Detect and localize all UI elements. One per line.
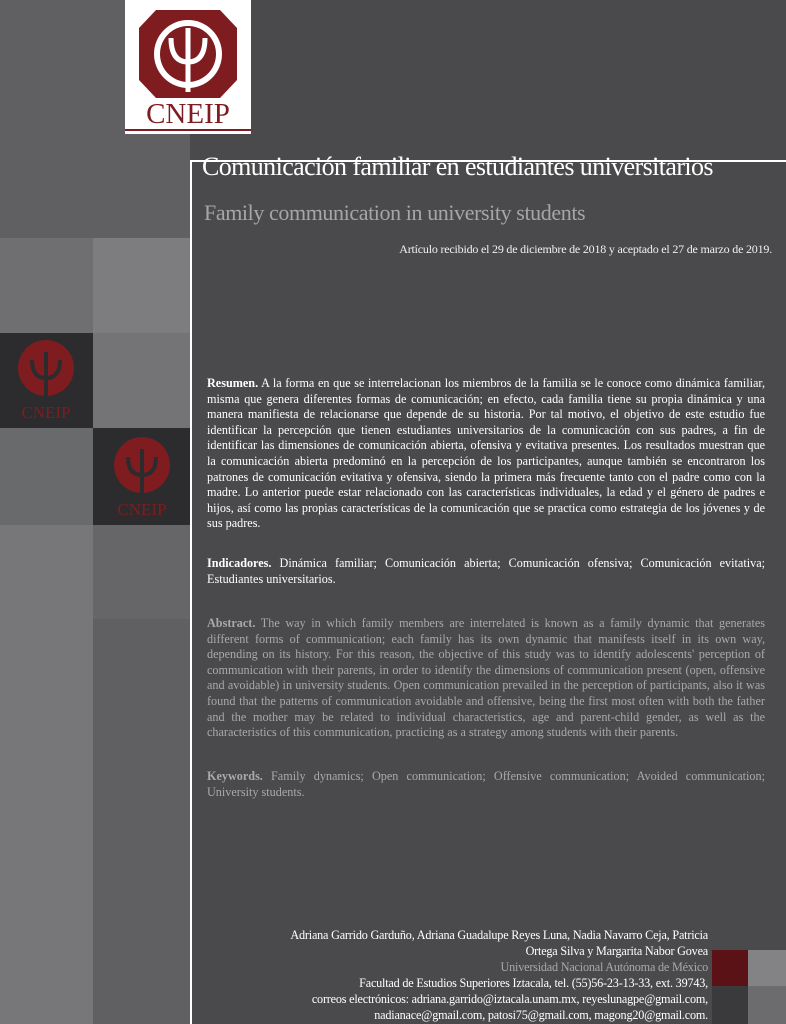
abstract-text: The way in which family members are interrelated is known as a family dynamic that generates different forms of communication; each family has its own dynamic that manifests itself in its own way, depending on its history. For this reason, the objective of this study was to identify adolescents' perception of communication with their parents, in order to identify the dimensions of communication present (open, offensive and avoidable) in university students. Open communication prevailed in the perception of participants, also it was found that the patterns of communication avoidable and offensive, being the first most often with both the father and the mother may be related to individual characteristics, age and parent-child gender, as well as the characteristics of this communication, practicing as a strategy among students with their parents.: [207, 616, 765, 740]
indicadores-section: [207, 556, 765, 587]
resumen-text: A la forma en que se interrelacionan los miembros de la familia se le conoce como dinámica familiar, misma que genera diferentes formas de comunicación; en efecto, cada familia tiene su propia dinámica y una manera manifiesta de relacionarse que depende de su historia. Por tal motivo, el objetivo de este estudio fue identificar la percepción que tienen estudiantes universitarios de la comunicación con sus padres, a fin de identificar las dimensiones de comunicación abierta, ofensiva y evitativa presentes. Los resultados muestran que la comunicación abierta predominó en la percepción de los participantes, aunque también se encontraron los patrones de comunicación evitativa y ofensiva, siendo la primera más frecuente tanto con el padre como con la madre. Lo anterior puede estar relacionado con las características individuales, la edad y el género de padres e hijos, así como las propias características de la comunicación que se practica como estrategia de los jóvenes y de sus padres.: [207, 376, 766, 531]
decor-tile: [93, 619, 190, 1024]
resumen-section: [207, 376, 765, 532]
frame-line-vertical: [190, 160, 192, 1024]
logo-text: CNEIP: [146, 98, 230, 130]
author-emails: correos electrónicos: adriana.garrido@iztacala.unam.mx, reyeslunagpe@gmail.com,: [311, 992, 708, 1006]
cneip-logo: [125, 0, 251, 134]
decor-tile: [712, 986, 748, 1024]
decor-tile: [0, 428, 93, 525]
decor-tile: [748, 950, 786, 986]
faculty-contact: Facultad de Estudios Superiores Iztacala, tel. (55)56-23-13-33, ext. 39743,: [359, 976, 708, 990]
article-subtitle: Family communication in university students: [204, 200, 586, 225]
decor-tile: [748, 986, 786, 1024]
cneip-logo-watermark: [4, 338, 88, 424]
decor-tile: [712, 950, 748, 986]
decor-tile: [93, 333, 190, 428]
decor-tile: [0, 525, 93, 1024]
university-name: Universidad Nacional Autónoma de México: [500, 960, 708, 974]
abstract-heading: Abstract.: [207, 616, 256, 630]
authors-line: Ortega Silva y Margarita Nabor Govea: [525, 944, 708, 958]
decor-tile: [93, 525, 190, 619]
logo-text: CNEIP: [117, 500, 167, 519]
decor-tile: [0, 238, 93, 333]
logo-text: CNEIP: [21, 403, 71, 422]
article-title: Comunicación familiar en estudiantes universitarios: [202, 152, 713, 181]
resumen-heading: Resumen.: [207, 376, 259, 390]
received-date: Artículo recibido el 29 de diciembre de 2018 y aceptado el 27 de marzo de 2019.: [399, 242, 772, 256]
abstract-section: [207, 616, 765, 741]
keywords-text: Family dynamics; Open communication; Offensive communication; Avoided communication; University students.: [207, 769, 766, 799]
authors-line: Adriana Garrido Garduño, Adriana Guadalupe Reyes Luna, Nadia Navarro Ceja, Patricia: [290, 928, 708, 942]
keywords-section: [207, 769, 765, 800]
indicadores-text: Dinámica familiar; Comunicación abierta; Comunicación ofensiva; Comunicación evitativa; Estudiantes universitarios.: [207, 556, 765, 586]
decor-tile: [93, 238, 190, 333]
author-emails: nadianace@gmail.com, patosi75@gmail.com, magong20@gmail.com.: [374, 1008, 708, 1022]
cneip-logo-watermark: [100, 433, 184, 521]
keywords-heading: Keywords.: [207, 769, 263, 783]
indicadores-heading: Indicadores.: [207, 556, 272, 570]
